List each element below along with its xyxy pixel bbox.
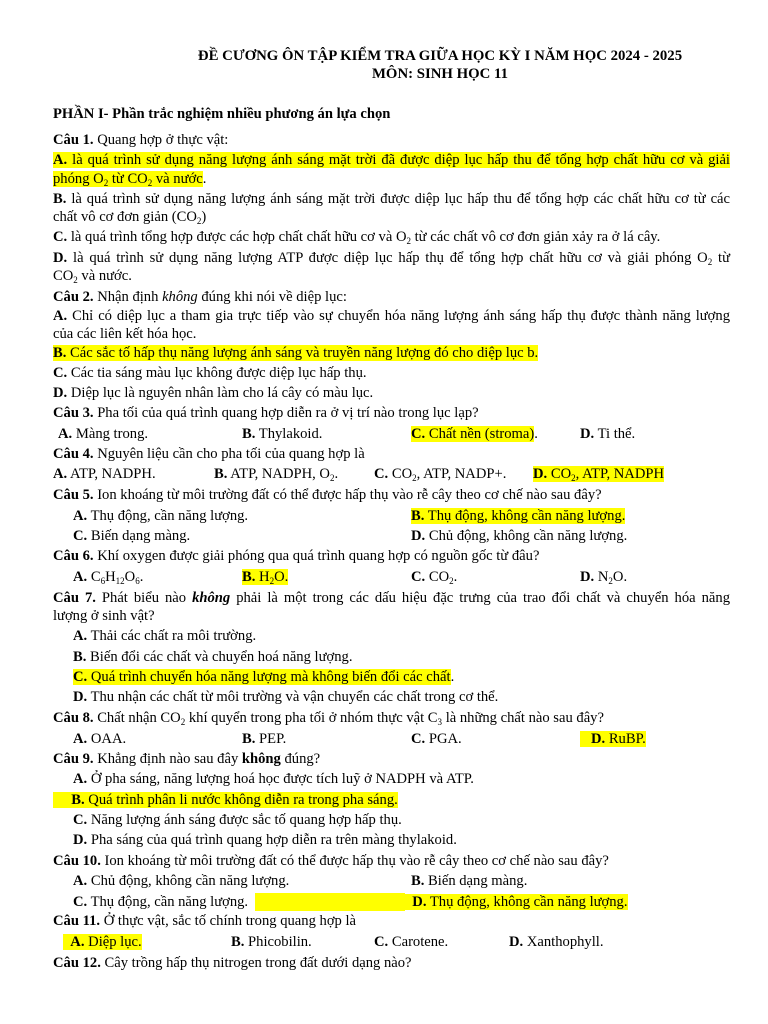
q11-option-a: A. Diệp lục. — [63, 933, 142, 951]
q1-option-a: A. là quá trình sử dụng năng lượng ánh sáng mặt trời đã được diệp lục hấp thu để tổng hợp chất hữu cơ và giải — [53, 152, 730, 168]
q10-highlight-gap — [255, 893, 405, 911]
q6-option-d: D. $N_2O$. — [580, 569, 628, 586]
q9-option-b: B. Quá trình phân li nước không diễn ra trong pha sáng. — [53, 791, 398, 809]
q1-option-d-cont: $CO_2$ và nước. — [53, 268, 132, 285]
q2-option-c: C. Các tia sáng màu lục không được diệp lục hấp thụ. — [53, 365, 367, 381]
q6-option-a: A. $C_6H_{12}O_6$. — [73, 569, 144, 586]
q11-option-d: D. Xanthophyll. — [509, 934, 604, 950]
q5-option-d: D. Chủ động, không cần năng lượng. — [411, 528, 628, 544]
q1-option-b: B. là quá trình sử dụng năng lượng ánh sáng mặt trời được diệp lục hấp thu để tổng hợp các chất hữu cơ từ các — [53, 191, 731, 207]
question-10: Câu 10. Ion khoáng từ môi trường đất có thể được hấp thụ vào rễ cây theo cơ chế nào sau đây? — [53, 853, 609, 869]
q4-option-c: C. $CO_2$, ATP, NADP+. — [374, 466, 507, 483]
question-11: Câu 11. Ở thực vật, sắc tố chính trong quang hợp là — [53, 913, 357, 929]
q11-option-c: C. Carotene. — [374, 934, 449, 950]
question-9: Câu 9. Khẳng định nào sau đây không đúng? — [53, 751, 321, 767]
question-4: Câu 4. Nguyên liệu cần cho pha tối của quang hợp là — [53, 446, 365, 462]
question-7-cont: lượng ở sinh vật? — [53, 608, 155, 624]
q10-option-c: C. Thụ động, cần năng lượng. — [73, 894, 249, 910]
q8-option-d: D. RuBP. — [580, 730, 646, 748]
q3-option-a: A. Màng trong. — [58, 426, 149, 442]
subject-title: MÔN: SINH HỌC 11 — [371, 66, 509, 82]
q7-option-c: C. Quá trình chuyển hóa năng lượng mà không biến đổi các chất. — [73, 669, 455, 685]
q5-option-a: A. Thụ động, cần năng lượng. — [73, 508, 249, 524]
q2-option-d: D. Diệp lục là nguyên nhân làm cho lá cây có màu lục. — [53, 385, 374, 401]
question-1: Câu 1. Quang hợp ở thực vật: — [53, 132, 229, 148]
q6-option-b: B. $H_2O$. — [242, 569, 289, 586]
q7-option-a: A. Thải các chất ra môi trường. — [73, 628, 257, 644]
q8-option-a: A. OAA. — [73, 731, 127, 747]
q4-option-a: A. ATP, NADPH. — [53, 466, 156, 482]
q9-option-a: A. Ở pha sáng, năng lượng hoá học được tích luỹ ở NADPH và ATP. — [73, 771, 474, 787]
q9-option-d: D. Pha sáng của quá trình quang hợp diễn ra trên màng thylakoid. — [73, 832, 457, 848]
q9-option-c: C. Năng lượng ánh sáng được sắc tố quang hợp hấp thụ. — [73, 812, 402, 828]
question-7: Câu 7. Phát biểu nào không phải là một trong các dấu hiệu đặc trưng của trao đổi chất và chuyển hóa năng — [53, 590, 730, 606]
q8-option-c: C. PGA. — [411, 731, 462, 747]
question-3: Câu 3. Pha tối của quá trình quang hợp diễn ra ở vị trí nào trong lục lạp? — [53, 405, 479, 421]
q7-option-b: B. Biến đổi các chất và chuyển hoá năng lượng. — [73, 649, 353, 665]
q11-option-b: B. Phicobilin. — [231, 934, 312, 950]
question-8: Câu 8. Chất nhận $CO_2$ khí quyển trong pha tối ở nhóm thực vật $C_3$ là những chất nào sau đây? — [53, 710, 604, 727]
q2-option-a: A. Chỉ có diệp lục a tham gia trực tiếp vào sự chuyển hóa năng lượng ánh sáng hấp thụ được thành năng lượng — [53, 308, 730, 324]
q1-option-a-cont: phóng $O_2$ từ $CO_2$ và nước. — [53, 171, 207, 188]
q8-option-b: B. PEP. — [242, 731, 287, 747]
q7-option-d: D. Thu nhận các chất từ môi trường và vận chuyển các chất trong cơ thể. — [73, 689, 499, 705]
q1-option-d: D. là quá trình sử dụng năng lượng ATP được diệp lục hấp thụ để tổng hợp chất hữu cơ và giải phóng $O_2$ từ — [53, 250, 730, 267]
q3-option-d: D. Ti thể. — [580, 426, 636, 442]
question-6: Câu 6. Khí oxygen được giải phóng qua quá trình quang hợp có nguồn gốc từ đâu? — [53, 548, 540, 564]
q10-option-a: A. Chủ động, không cần năng lượng. — [73, 873, 290, 889]
question-12: Câu 12. Cây trồng hấp thụ nitrogen trong đất dưới dạng nào? — [53, 955, 412, 971]
q10-option-d: D. Thụ động, không cần năng lượng. — [405, 893, 628, 911]
q4-option-d: D. $CO_2$, ATP, NADPH — [533, 466, 665, 483]
q2-option-a-cont: của các liên kết hóa học. — [53, 326, 197, 342]
q6-option-c: C. $CO_2$. — [411, 569, 458, 586]
q10-option-b: B. Biến dạng màng. — [411, 873, 528, 889]
question-2: Câu 2. Nhận định không đúng khi nói về diệp lục: — [53, 289, 347, 305]
q1-option-b-cont: chất vô cơ đơn giản $(CO_2)$ — [53, 209, 207, 226]
document-title: ĐỀ CƯƠNG ÔN TẬP KIỂM TRA GIỮA HỌC KỲ I NĂM HỌC 2024 - 2025 — [197, 48, 683, 64]
q3-option-b: B. Thylakoid. — [242, 426, 323, 442]
q5-option-b: B. Thụ động, không cần năng lượng. — [411, 508, 626, 524]
question-5: Câu 5. Ion khoáng từ môi trường đất có thể được hấp thụ vào rễ cây theo cơ chế nào sau đây? — [53, 487, 602, 503]
q4-option-b: B. ATP, NADPH, $O_2$. — [214, 466, 339, 483]
q3-option-c: C. Chất nền (stroma). — [411, 426, 538, 442]
q1-option-c: C. là quá trình tổng hợp được các hợp chất chất hữu cơ và $O_2$ từ các chất vô cơ đơn giản xảy ra ở lá cây. — [53, 229, 661, 246]
section-heading: PHẦN I- Phần trắc nghiệm nhiều phương án lựa chọn — [53, 106, 391, 122]
q2-option-b: B. Các sắc tố hấp thụ năng lượng ánh sáng và truyền năng lượng đó cho diệp lục b. — [53, 345, 539, 361]
q5-option-c: C. Biến dạng màng. — [73, 528, 191, 544]
